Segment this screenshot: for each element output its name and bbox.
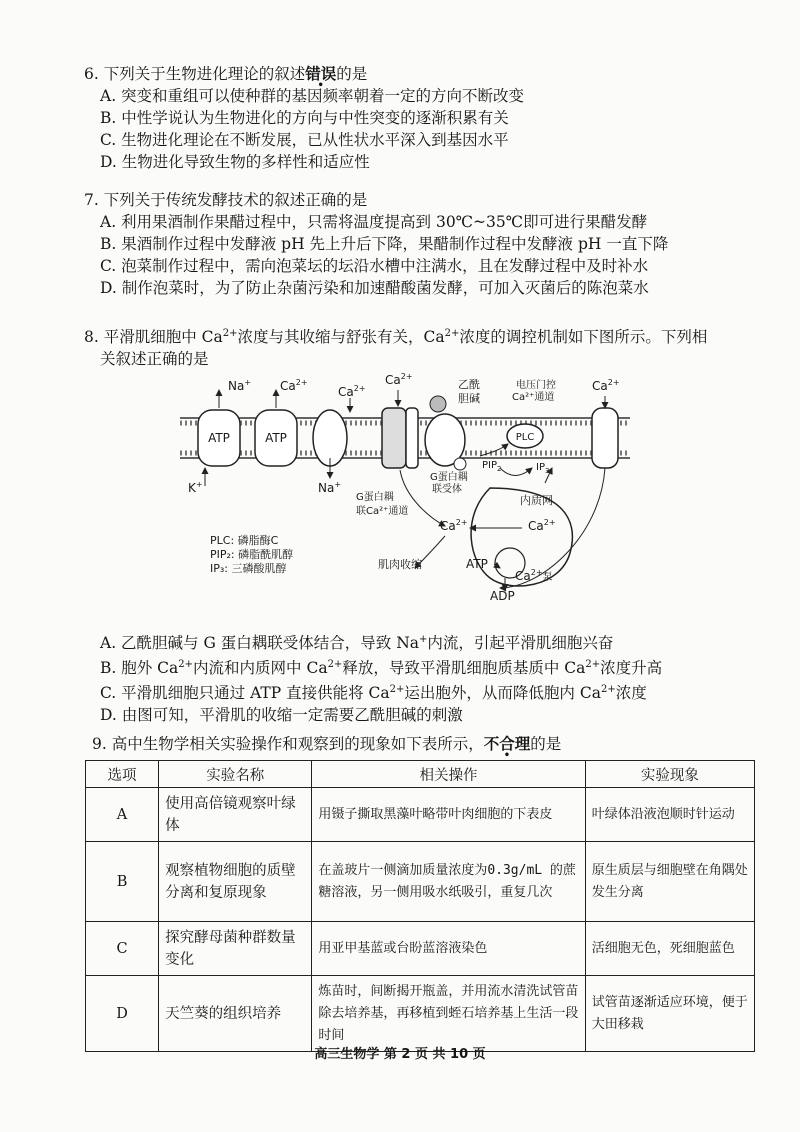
na-channel [313, 384, 366, 495]
emphasis-cuowu: 错误 [305, 64, 337, 83]
ca-label-pump-er: $Ca^{2+}_泵$ [515, 568, 553, 583]
svg-text:ADP: ADP [490, 589, 515, 603]
ca-label-gchannel: $Ca^{2+}$ [385, 372, 413, 387]
row-option[interactable]: D [86, 976, 159, 1052]
gpcr-acetylcholine [425, 377, 480, 495]
row-operation: 用亚甲基蓝或台盼蓝溶液染色 [312, 922, 585, 976]
header-name: 实验名称 [159, 761, 312, 788]
endoplasmic-reticulum [466, 468, 572, 603]
q6-option-a[interactable]: A. 突变和重组可以使种群的基因频率朝着一定的方向不断改变 [100, 87, 525, 105]
q7-option-c[interactable]: C. 泡菜制作过程中，需向泡菜坛的坛沿水槽中注满水，且在发酵过程中及时补水 [100, 257, 649, 275]
question-6 [84, 63, 524, 173]
row-name: 使用高倍镜观察叶绿体 [159, 788, 312, 842]
q6-option-c[interactable]: C. 生物进化理论在不断发展，已从性状水平深入到基因水平 [100, 131, 509, 149]
plc-complex [480, 378, 556, 476]
svg-text:ATP: ATP [466, 557, 488, 571]
table-row [86, 788, 755, 842]
ca-label-er: $Ca^{2+}$ [528, 518, 556, 533]
svg-text:ATP: ATP [208, 431, 230, 445]
row-observation: 原生质层与细胞壁在角隅处发生分离 [585, 842, 754, 922]
svg-text:G蛋白耦: G蛋白耦 [430, 472, 468, 483]
svg-text:肌肉收缩: 肌肉收缩 [378, 558, 422, 571]
row-option[interactable]: A [86, 788, 159, 842]
table-header-row [86, 761, 755, 788]
header-operation: 相关操作 [312, 761, 585, 788]
ca-label-pump: $Ca^{2+}$ [280, 378, 308, 393]
ca-label-top-mid: $Ca^{2+}$ [338, 384, 366, 399]
row-observation: 叶绿体沿液泡顺时针运动 [585, 788, 754, 842]
cytosol-ca [378, 518, 468, 571]
q8-option-a[interactable]: A. 乙酰胆碱与 G 蛋白耦联受体结合，导致 Na+内流，引起平滑肌细胞兴奋 [100, 634, 614, 652]
svg-text:ATP: ATP [265, 431, 287, 445]
q8-option-b[interactable]: B. 胞外 $Ca^{2+}$内流和内质网中 $Ca^{2+}$释放，导致平滑肌细胞质基质中 $Ca^{2+}$浓度升高 [100, 659, 663, 677]
svg-text:联受体: 联受体 [432, 484, 462, 495]
diagram-legend [210, 533, 293, 575]
svg-text:IP₃: 三磷酸肌醇: IP₃: 三磷酸肌醇 [210, 562, 287, 575]
q8-option-c[interactable]: C. 平滑肌细胞只通过 ATP 直接供能将 $Ca^{2+}$运出胞外，从而降低胞内 $Ca^{2+}$浓度 [100, 684, 647, 702]
row-operation: 用镊子撕取黑藻叶略带叶肉细胞的下表皮 [312, 788, 585, 842]
q6-option-b[interactable]: B. 中性学说认为生物进化的方向与中性突变的逐渐积累有关 [100, 109, 509, 127]
row-option[interactable]: C [86, 922, 159, 976]
question-6-stem: 6. 下列关于生物进化理论的叙述错误的是 [84, 64, 368, 83]
row-operation: 炼苗时，间断揭开瓶盖，并用流水清洗试管苗除去培养基，再移植到蛭石培养基上生活一段时间 [312, 976, 585, 1052]
header-option: 选项 [86, 761, 159, 788]
na-plus-label-left: Na+ [228, 378, 252, 393]
question-7 [84, 189, 668, 299]
q7-option-d[interactable]: D. 制作泡菜时，为了防止杂菌污染和加速醋酸菌发酵，可加入灭菌后的陈泡菜水 [100, 279, 649, 297]
row-name: 探究酵母菌种群数量变化 [159, 922, 312, 976]
svg-text:G蛋白耦: G蛋白耦 [356, 492, 394, 503]
ca-label-right: $Ca^{2+}$ [592, 378, 620, 393]
header-observation: 实验现象 [585, 761, 754, 788]
question-8-options [84, 629, 662, 726]
svg-text:联Ca²⁺通道: 联Ca²⁺通道 [356, 506, 409, 517]
k-plus-label: K+ [188, 480, 203, 495]
question-8 [84, 323, 707, 370]
row-name: 天竺葵的组织培养 [159, 976, 312, 1052]
ca-label-cytosol: $Ca^{2+}$ [440, 518, 468, 533]
na-plus-label-bottom: Na+ [318, 480, 342, 495]
question-8-stem-line2: 关叙述正确的是 [100, 350, 209, 368]
ip3-label: $IP_3$ [536, 462, 550, 475]
q8-option-d[interactable]: D. 由图可知，平滑肌的收缩一定需要乙酰胆碱的刺激 [100, 706, 463, 724]
emphasis-buheli: 不合理 [483, 734, 531, 753]
calcium-regulation-diagram [160, 368, 630, 616]
row-option[interactable]: B [86, 842, 159, 922]
pip2-label: $PIP_2$ [482, 460, 502, 473]
svg-text:PLC: PLC [515, 432, 535, 443]
q7-option-b[interactable]: B. 果酒制作过程中发酵液 pH 先上升后下降，果醋制作过程中发酵液 pH 一直下降 [100, 235, 669, 253]
table-row [86, 976, 755, 1052]
row-operation: 在盖玻片一侧滴加质量浓度为0.3g/mL 的蔗糖溶液，另一侧用吸水纸吸引，重复几次 [312, 842, 585, 922]
q6-option-d[interactable]: D. 生物进化导致生物的多样性和适应性 [100, 153, 370, 171]
row-name: 观察植物细胞的质壁分离和复原现象 [159, 842, 312, 922]
table-row [86, 842, 755, 922]
svg-text:内质网: 内质网 [520, 494, 553, 507]
row-observation: 试管苗逐渐适应环境，便于大田移栽 [585, 976, 754, 1052]
svg-text:电压门控: 电压门控 [516, 380, 556, 391]
q7-option-a[interactable]: A. 利用果酒制作果醋过程中，只需将温度提高到 30℃~35℃即可进行果醋发酵 [100, 213, 648, 231]
svg-text:乙酰: 乙酰 [458, 378, 480, 391]
row-observation: 活细胞无色，死细胞蓝色 [585, 922, 754, 976]
question-8-stem: 8. 平滑肌细胞中 $Ca^{2+}$浓度与其收缩与舒张有关，$Ca^{2+}$浓度的调控机制如下图所示。下列相 [84, 328, 708, 346]
page-footer: 高三生物学 第 2 页 共 10 页 [314, 1047, 486, 1062]
svg-text:胆碱: 胆碱 [458, 392, 480, 405]
svg-text:PLC: 磷脂酶C: PLC: 磷脂酶C [210, 534, 279, 547]
question-9-stem: 9. 高中生物学相关实验操作和观察到的现象如下表所示，不合理的是 [92, 734, 562, 753]
svg-text:Ca²⁺通道: Ca²⁺通道 [512, 392, 555, 403]
experiment-table [85, 760, 755, 1052]
question-7-stem: 7. 下列关于传统发酵技术的叙述正确的是 [84, 191, 368, 209]
table-row [86, 922, 755, 976]
ca-atp-pump [255, 378, 308, 466]
right-ca-channel [500, 378, 620, 588]
na-k-pump [188, 378, 251, 495]
svg-text:PIP₂: 磷脂酰肌醇: PIP₂: 磷脂酰肌醇 [210, 548, 294, 561]
